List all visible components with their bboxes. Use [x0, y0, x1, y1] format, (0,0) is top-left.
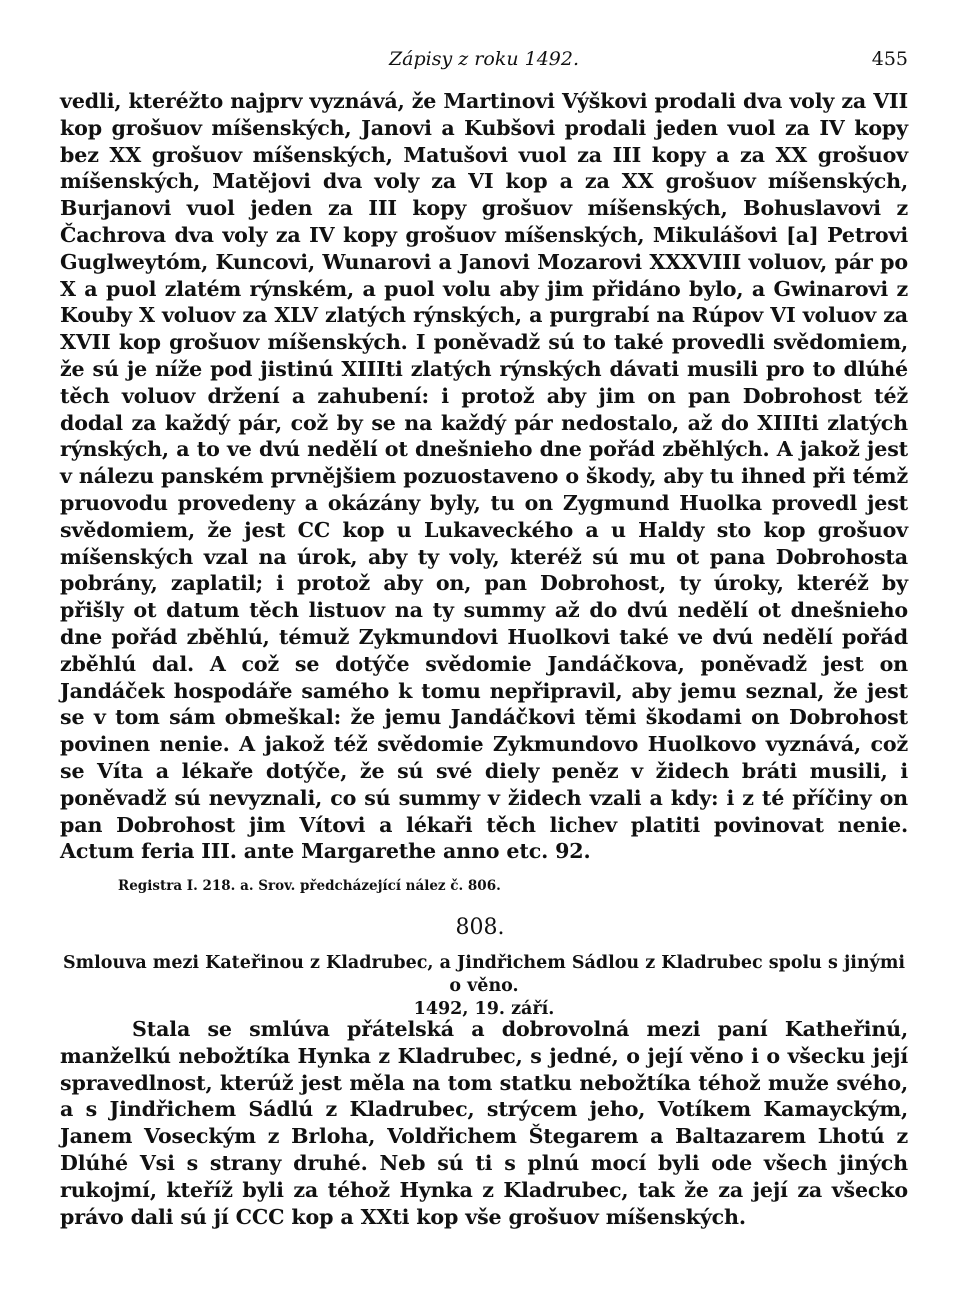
document-paragraph: Stala se smlúva přátelská a dobrovolná mezi paní Katheřinú, manželkú nebožtíka Hynka z Kladrubec, s jedné, o její věno i o všecku její spravedlnost, kterúž jest měla na tom statku nebožtíka téhož muže svého, a s Jindřichem Sádlú z Kladrubec, strýcem jeho, Votíkem Kamayckým, Janem Voseckým z Brloha, Voldřichem Štegarem a Baltazarem Lhotú z Dlúhé Vsi s strany druhé. Neb sú ti s plnú mocí byli ode všech jiných rukojmí, kteříž byli za téhož Hynka z Kladrubec, tak že za její za všecko právo dali sú jí CCC kop a XXti kop vše grošuov míšenských.	[60, 1017, 908, 1229]
body-paragraph: vedli, kteréžto najprv vyznává, že Martinovi Výškovi prodali dva voly za VII kop grošuov míšenských, Janovi a Kubšovi prodali jeden vuol za IV kopy bez XX grošuov míšenských, Matušovi vuol za III kopy a za XX grošuov míšenských, Matějovi dva voly za VI kop a za XX grošuov míšenských, Burjanovi vuol jeden za III kopy grošuov míšenských, Bohuslavovi z Čachrova dva voly za IV kopy grošuov míšenských, Mikulášovi [a] Petrovi Guglweytóm, Kuncovi, Wunarovi a Janovi Mozarovi XXXVIII voluov, pár po X a puol zlatém rýnském, a puol volu aby jim přidáno bylo, a Gwinarovi z Kouby X voluov za XLV zlatých rýnských, a purgrabí na Rúpov VI voluov za XVII kop grošuov míšenských. I poněvadž sú to také provedli svědomiem, že sú je níže pod jistinú XIIIti zlatých rýnských dávati musili pro to dlúhé těch voluov držení a zahubení: i protož aby jim on pan Dobrohost též dodal za každý pár, což by se na každý pár nedostalo, až do XIIIti zlatých rýnských, a to ve dvú nedělí ot dnešnieho dne pořád zběhlých. A jakož jest v nálezu panském prvnějšiem pozuostaveno o škody, aby tu ihned při témž pruovodu provedeny a okázány byly, tu on Zygmund Huolka provedl jest svědomiem, že jest CC kop u Lukaveckého a u Haldy sto kop grošuov míšenských vzal na úrok, aby ty voly, kteréž sú mu ot pana Dobrohosta pobrány, zaplatil; i protož aby on, pan Dobrohost, ty úroky, kteréž by přišly ot datum těch listuov na ty summy až do dvú nedělí ot dnešnieho dne pořád zběhlú, témuž Zykmundovi Huolkovi také ve dvú nedělí pořád zběhlú dal. A což se dotýče svědomie Jandáčkova, poněvadž jest on Jandáček hospodáře samého k tomu nepřipravil, aby jemu seznal, že jest se v tom sám obmeškal: že jemu Jandáčkovi těmi škodami on Dobrohost povinen nenie. A jakož též svědomie Zykmundovo Huolkovo vyznává, což se Víta a lékaře dotýče, že sú své diely peněz v židech bráti musili, i poněvadž sú nevyznali, co sú summy v židech vzali a kdy: i z té příčiny on pan Dobrohost jim Vítovi a lékaři těch lichev platiti povinovat nenie. Actum feria III. ante Margarethe anno etc. 92.	[60, 89, 908, 864]
document-number: 808.	[455, 915, 505, 940]
running-head	[60, 48, 908, 72]
running-title: Zápisy z roku 1492.	[388, 48, 580, 70]
page-number: 455	[871, 48, 908, 70]
document-summary	[60, 952, 908, 1021]
source-note: Registra I. 218. a. Srov. předcházející nález č. 806.	[118, 878, 501, 894]
document-date: 1492, 19. září.	[413, 999, 555, 1019]
document-summary-title: Smlouva mezi Kateřinou z Kladrubec, a Jindřichem Sádlou z Kladrubec spolu s jinými o věno.	[63, 953, 905, 996]
